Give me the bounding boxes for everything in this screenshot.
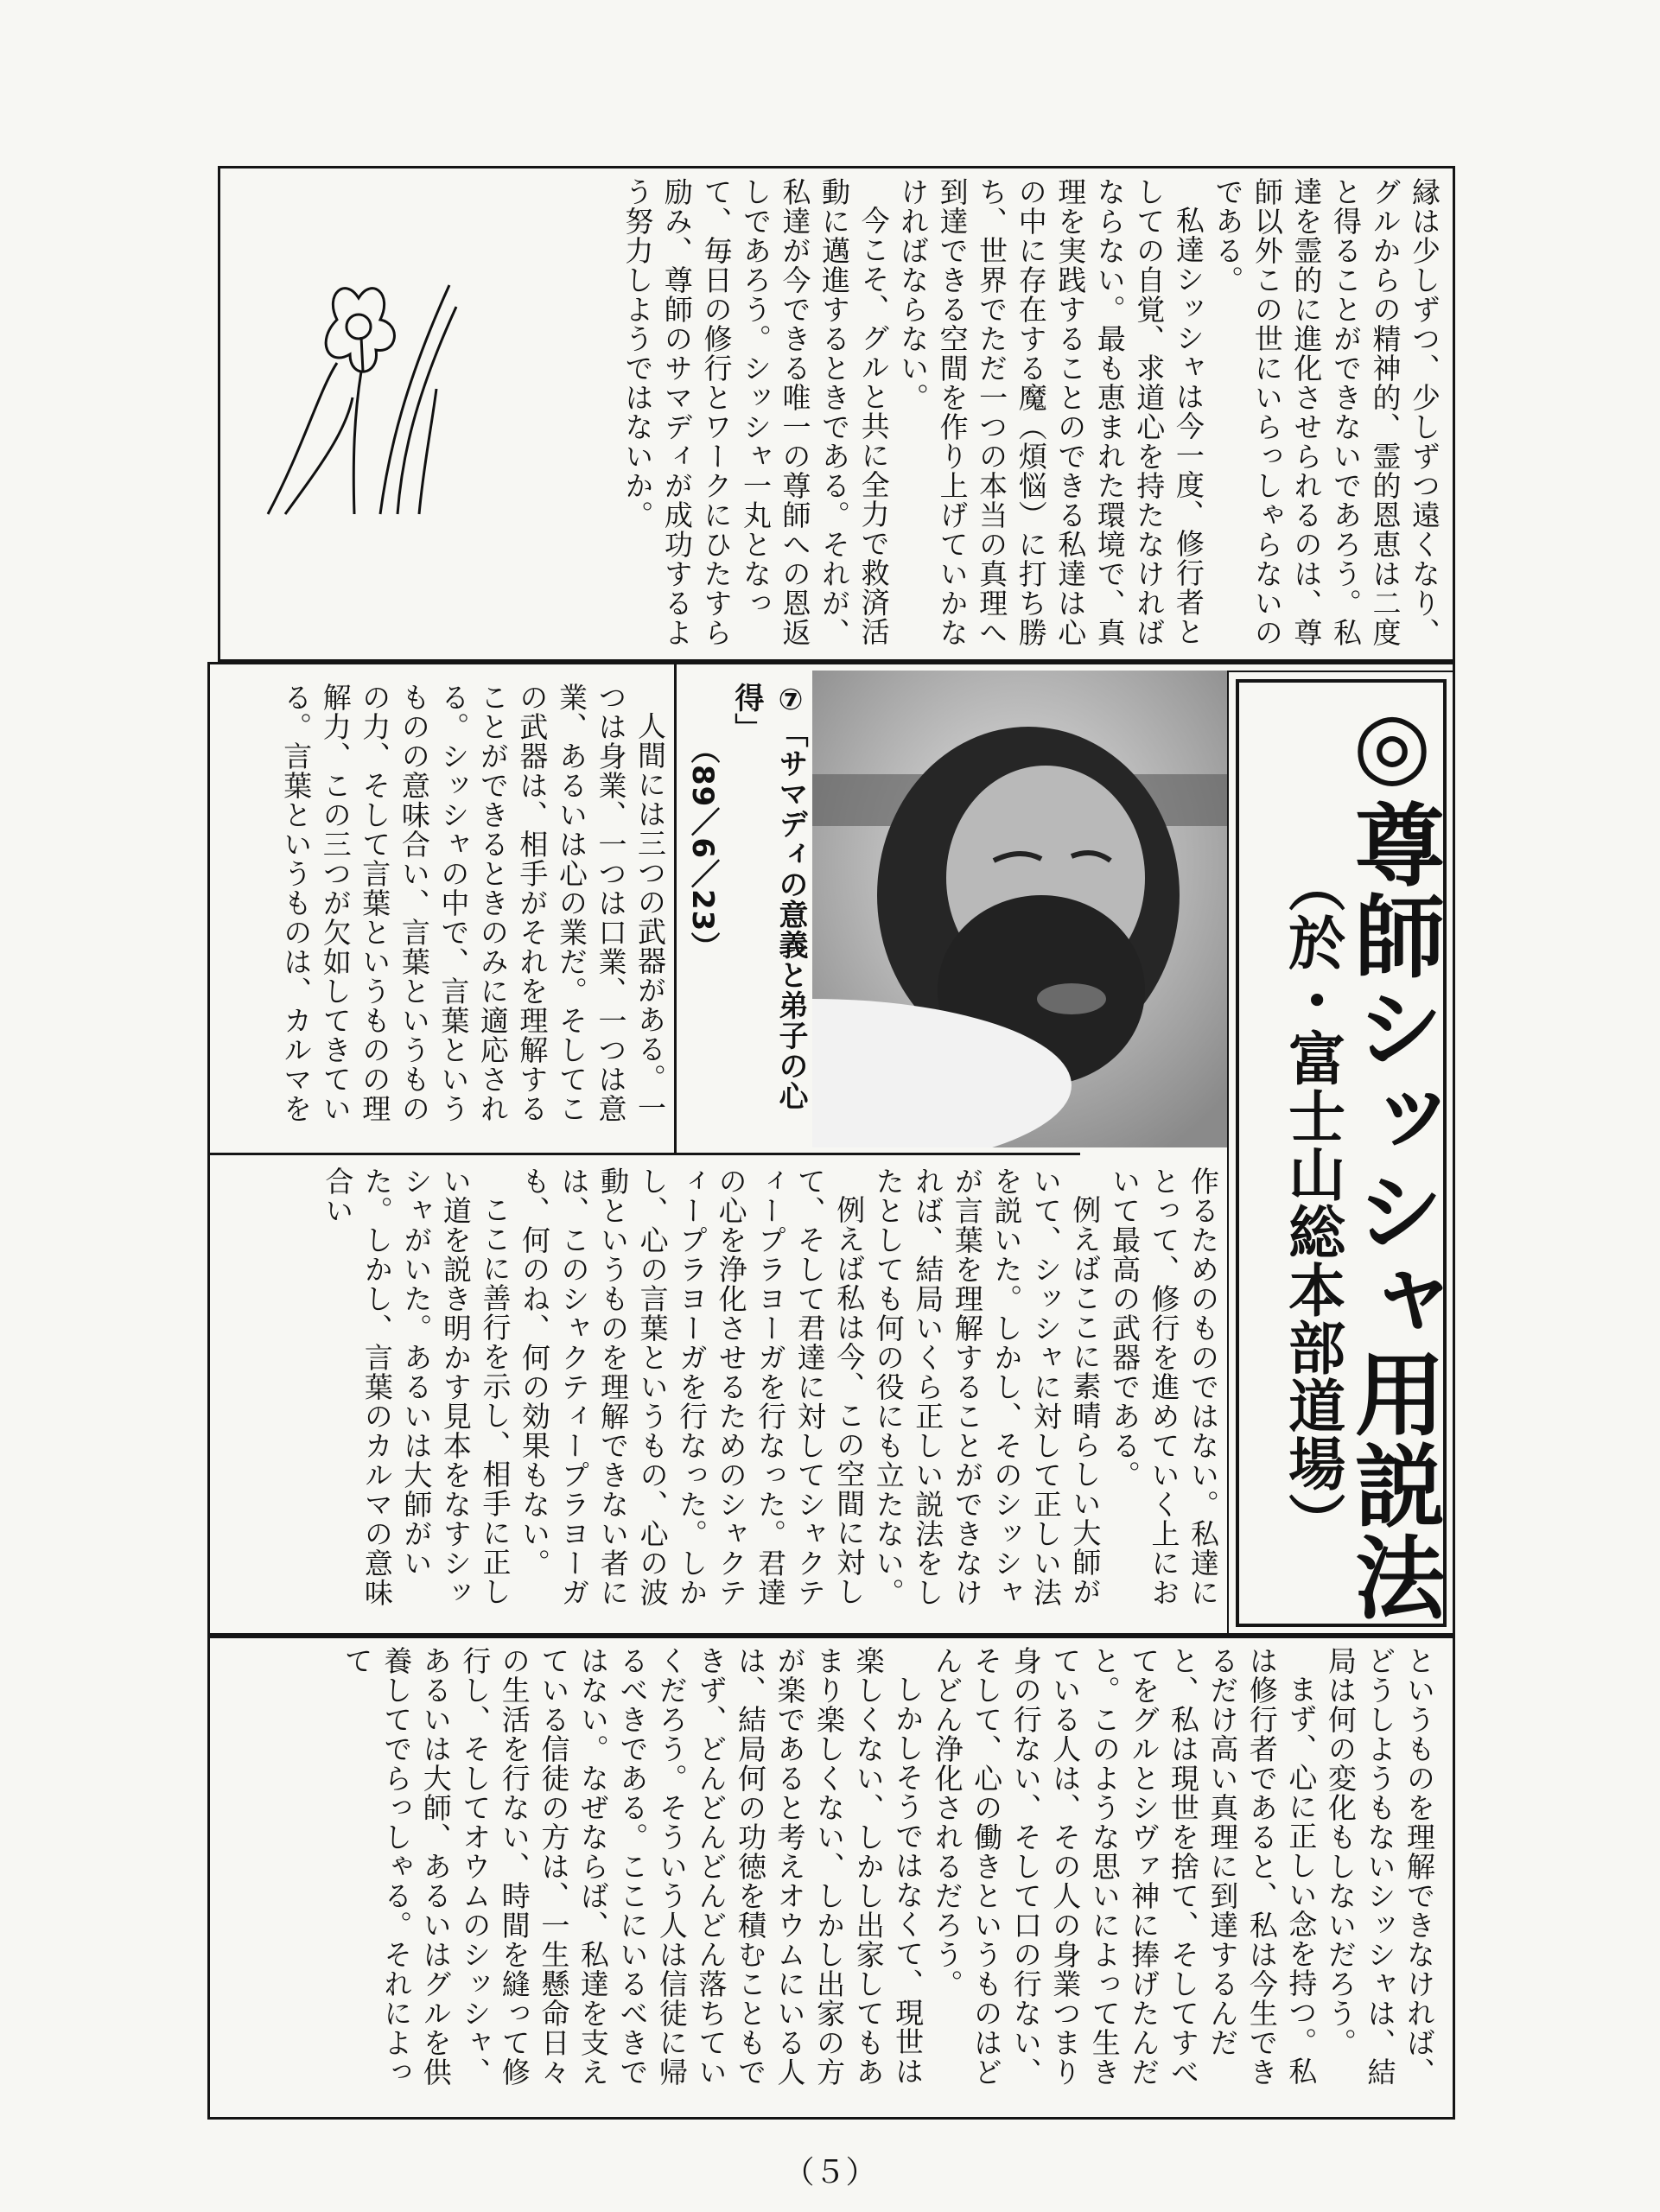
top-section-text [493,177,1444,651]
subtitle-text: 「サマディの意義と弟子の心得」 [729,683,808,1111]
title-block [1243,691,1445,1624]
intro-paragraph: 人間には三つの武器がある。一つは身業、一つは口業、一つは意業、あるいは心の業だ。そしてこの武器は、相手がそれを理解することができるときのみに適応される。シッシャの中で、言葉というものの意味合い、言葉というものの力、そして言葉というものの理解力、この三つが欠如してきている。言葉というものは、カルマを [279,683,667,1123]
intro-column-text [220,683,670,1145]
top-paragraph: 私達シッシャは今一度、修行者としての自覚、求道心を持たなければならない。最も恵まれた環境で、真理を実践することのできる私達は心の中に存在する魔（煩悩）に打ち勝ち、世界でただ一つの本当の真理へ到達できる空間を作り上げていかなければならない。 [896,177,1205,647]
bottom-paragraph: まず、心に正しい念を持つ。私は修行者であると、私は今生できるだけ高い真理に到達するんだと、私は現世を捨て、そしてすべてをグルとシヴァ神に捧げたんだと。このような思いによって生きている人は、その人の身業つまり身の行ない、そして口の行ない、そして、心の働きというものはどんどん浄化されるだろう。 [930,1646,1319,2087]
page-subtitle: （於・富士山総本部道場） [1278,855,1345,1550]
subtitle-date: （89／6／23） [685,734,720,963]
middle-paragraph: 例えばここに素晴らしい大師がいて、シッシャに対して正しい法を説いた。しかし、そのシッシャが言葉を理解することができなければ、結局いくら正しい説法をしたとしても何の役にも立たない。 [871,1166,1103,1607]
bottom-paragraph: というものを理解できなければ、どうしようもないシッシャは、結局は何の変化もしないだろう。 [1323,1646,1436,2087]
page-title: ◎尊師シッシャ用説法 [1339,691,1445,1623]
subtitle-block [683,683,812,1132]
page-number: （５） [783,2155,877,2190]
subtitle-divider-left [674,662,677,1153]
portrait-drawing [812,671,1227,1147]
middle-paragraph: 作るためのものではない。私達にとって、修行を進めていく上において最高の武器である。 [1107,1166,1220,1607]
top-paragraph: 縁は少しずつ、少しずつ遠くなり、グルからの精神的、霊的恩恵は二度と得ることができないであろう。私達を霊的に進化させられるのは、尊師以外この世にいらっしゃらないのである。 [1211,177,1441,647]
top-paragraph: 今こそ、グルと共に全力で救済活動に邁進するときである。それが、私達が今できる唯一の尊師への恩返しであろう。シッシャ一丸となって、毎日の修行とワークにひたすら励み、尊師のサマディが成功するよう努力しようではないか。 [620,177,891,647]
bottom-section-text [220,1646,1439,2113]
middle-section-text [220,1166,1223,1624]
daffodil-illustration [251,259,467,518]
portrait-photo [812,671,1227,1147]
middle-paragraph: 例えば私は今、この空間に対して、そして君達に対してシャクティープラヨーガを行なった。君達の心を浄化させるためのシャクティープラヨーガを行なった。しかし、心の言葉というもの、心の波動というものを理解できない者には、このシャクティープラヨーガも、何のね、何の効果もない。 [517,1166,867,1607]
middle-paragraph: ここに善行を示し、相手に正しい道を説き明かす見本をなすシッシャがいた。あるいは大師がいた。しかし、言葉のカルマの意味合い [321,1166,512,1607]
subtitle-number: ⑦ [773,683,808,718]
bottom-paragraph: しかしそうではなくて、現世は楽しくない、しかし出家してもあまり楽しくない、しかし出家の方が楽であると考えオウムにいる人は、結局何の功徳を積むこともできず、どんどんどんどん落ちていくだろう。そういう人は信徒に帰るべきである。ここにいるべきではない。なぜならば、私達を支えている信徒の方は、一生懸命日々の生活を行ない、時間を縫って修行し、そしてオウムのシッシャ、あるいは大師、あるいはグルを供養してでらっしゃる。それによって [340,1646,925,2087]
middle-divider [207,1153,1080,1155]
